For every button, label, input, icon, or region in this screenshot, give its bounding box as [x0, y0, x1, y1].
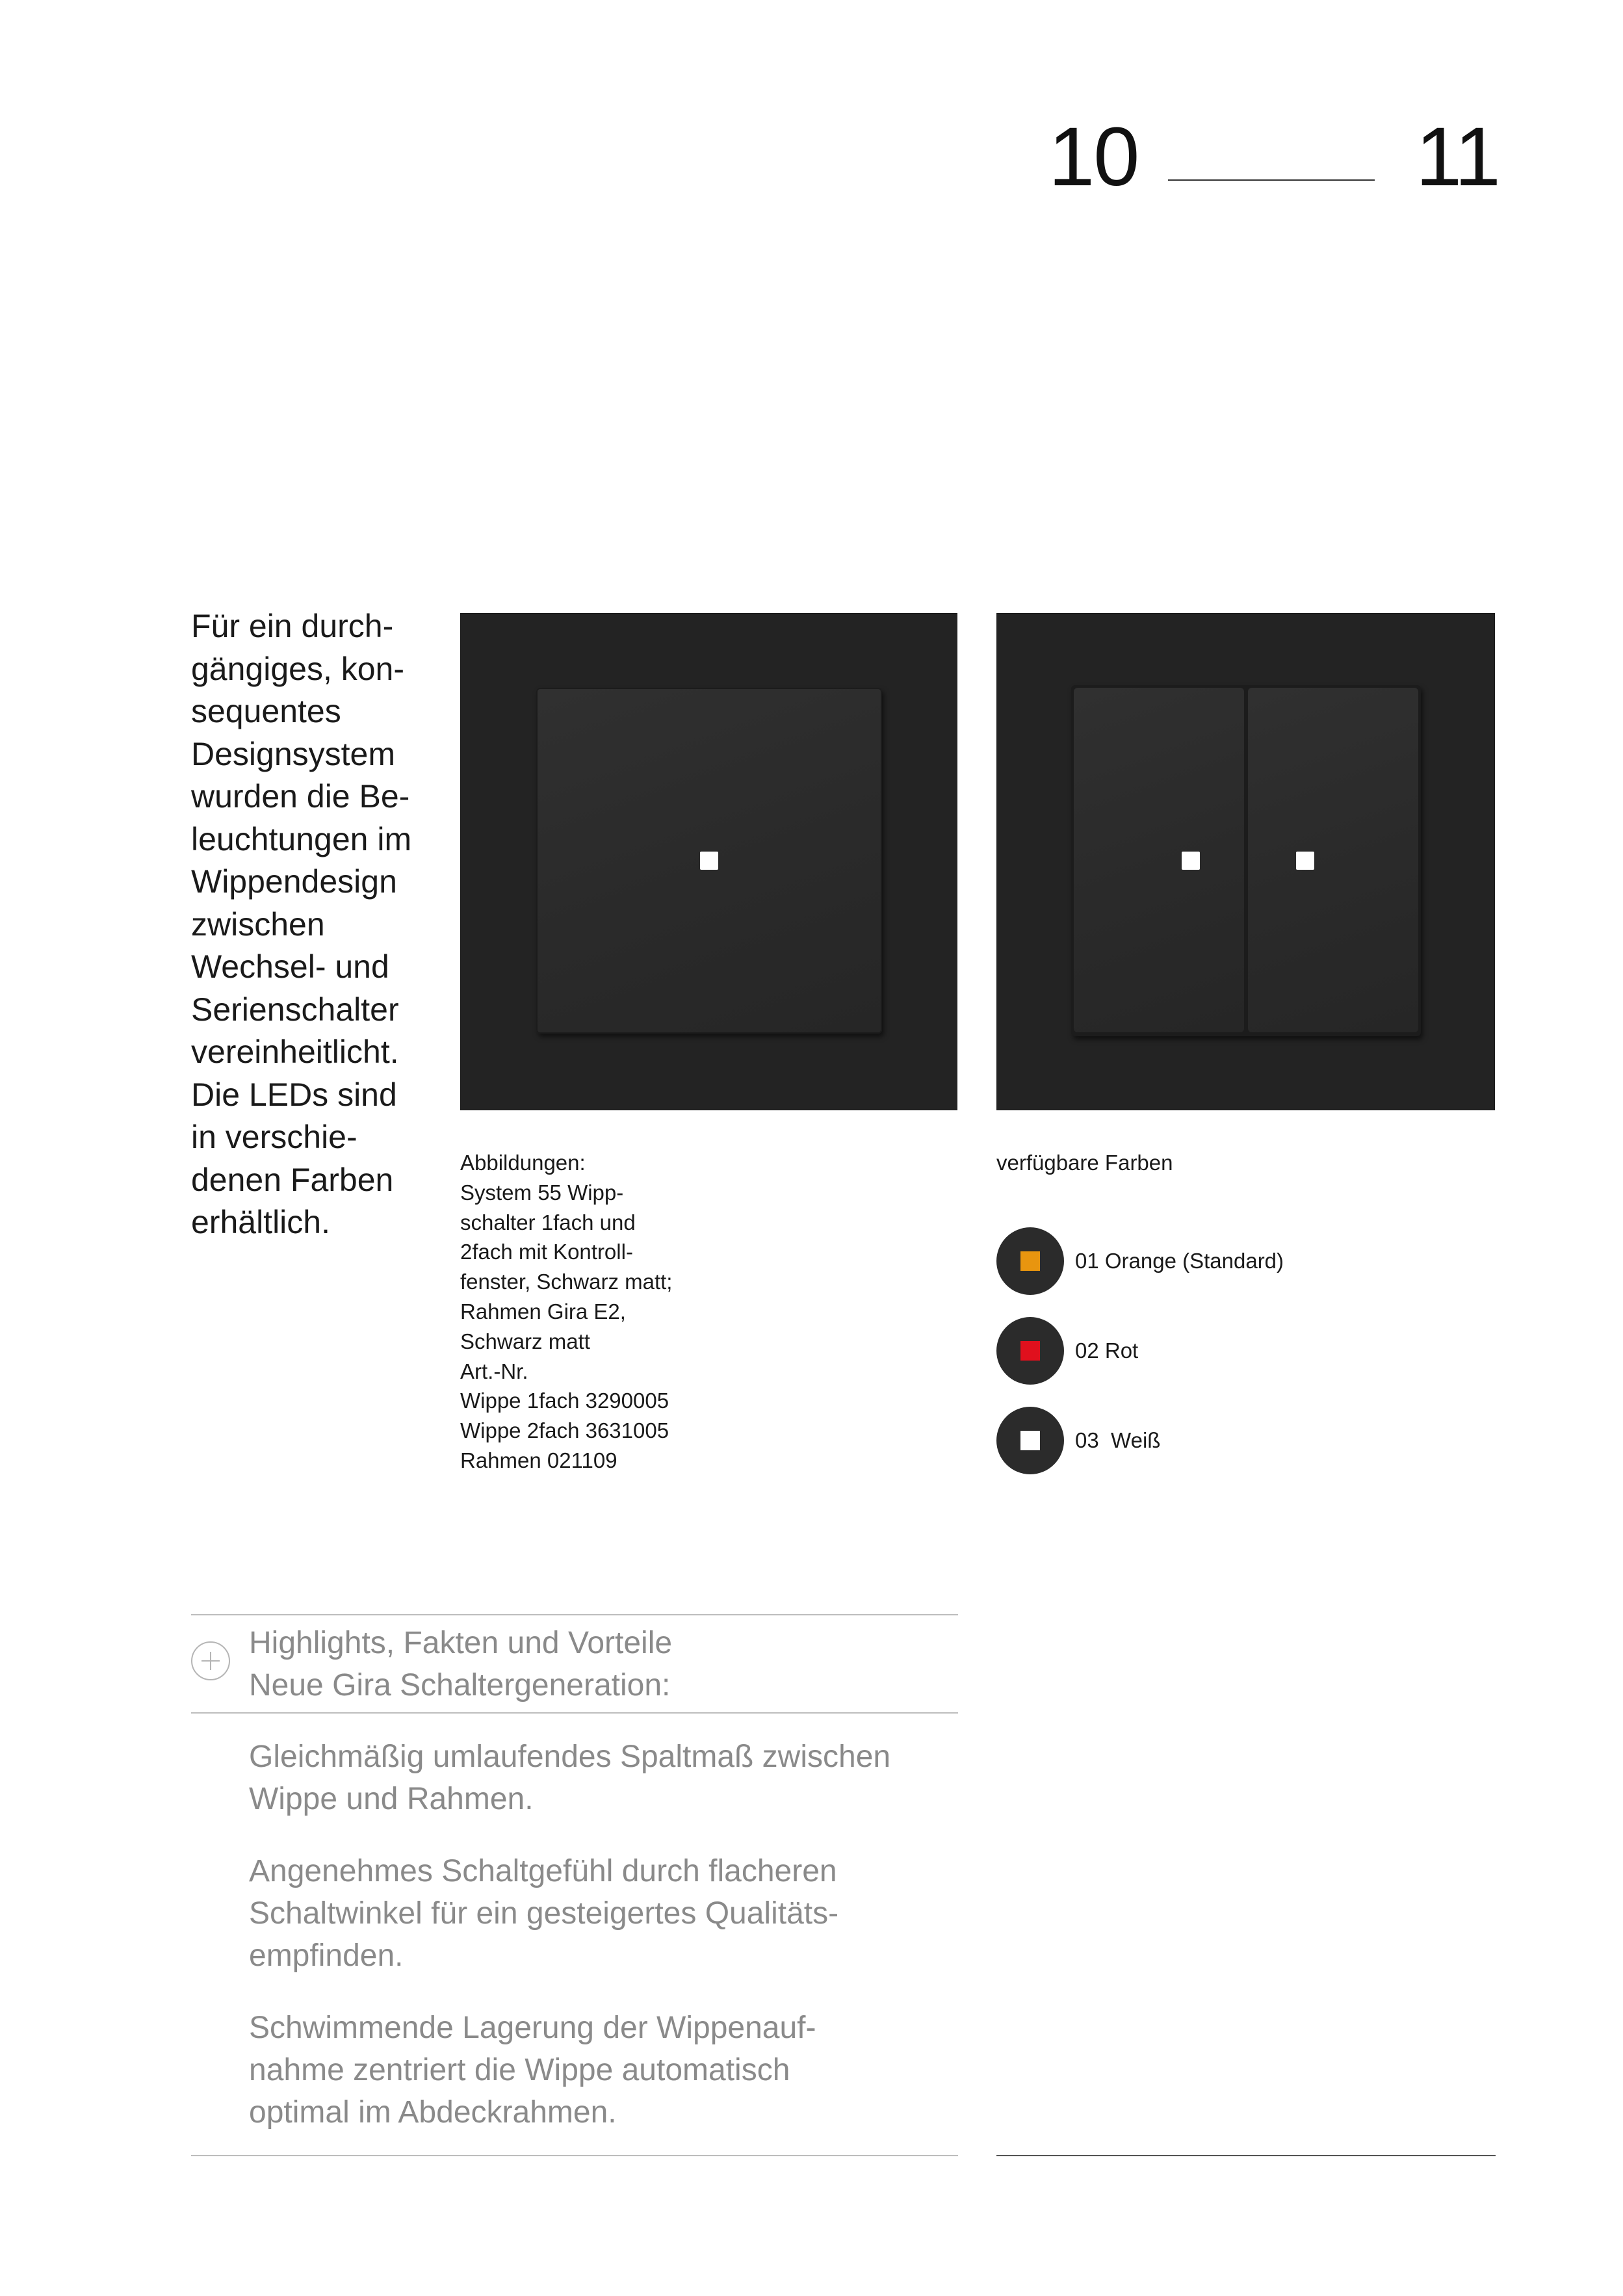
colors-heading: verfügbare Farben [996, 1151, 1173, 1175]
led-indicator [1296, 852, 1314, 870]
caption-line: Wippe 2fach 3631005 [460, 1418, 669, 1443]
caption-line: Rahmen Gira E2, [460, 1299, 626, 1324]
product-image-2fach [996, 613, 1495, 1110]
caption-line: System 55 Wipp- [460, 1180, 624, 1205]
swatch-circle [996, 1407, 1064, 1474]
intro-line: Wechsel- und [191, 948, 389, 985]
highlights-heading [249, 1622, 672, 1706]
highlight-line: Schwimmende Lagerung der Wippenauf- [249, 2011, 816, 2045]
rocker-right [1248, 688, 1418, 1032]
highlight-line: nahme zentriert die Wippe automatisch [249, 2053, 790, 2087]
intro-line: zwischen [191, 906, 325, 943]
highlight-line: optimal im Abdeckrahmen. [249, 2095, 617, 2130]
color-label: 01 Orange (Standard) [1075, 1249, 1284, 1273]
heading-line: Highlights, Fakten und Vorteile [249, 1626, 673, 1660]
highlight-item [249, 2007, 816, 2133]
caption-line: schalter 1fach und [460, 1210, 636, 1234]
color-label: 03 Weiß [1075, 1428, 1161, 1452]
page-number-divider [1168, 179, 1375, 181]
caption-line: Wippe 1fach 3290005 [460, 1389, 669, 1413]
intro-line: Serienschalter [191, 991, 399, 1028]
plus-circle-icon[interactable] [191, 1641, 230, 1680]
page-number-left: 10 [1048, 111, 1139, 203]
led-indicator [1182, 852, 1200, 870]
intro-line: in verschie- [191, 1119, 357, 1155]
red-led-swatch [1020, 1341, 1040, 1361]
rocker-single [536, 688, 882, 1034]
intro-line: Für ein durch- [191, 608, 394, 644]
color-option-white [996, 1407, 1386, 1474]
highlight-line: Gleichmäßig umlaufendes Spaltmaß zwischen [249, 1740, 891, 1774]
highlight-line: Schaltwinkel für ein gesteigertes Qualitäts- [249, 1896, 839, 1931]
highlight-item [249, 1736, 890, 1820]
highlight-line: Angenehmes Schaltgefühl durch flacheren [249, 1854, 837, 1888]
intro-line: leuchtungen im [191, 820, 412, 857]
caption-line: Abbildungen: [460, 1151, 586, 1175]
caption-line: 2fach mit Kontroll- [460, 1240, 633, 1264]
swatch-circle [996, 1227, 1064, 1295]
highlights-heading-rule [191, 1712, 958, 1714]
intro-paragraph [191, 605, 411, 1244]
intro-line: vereinheitlicht. [191, 1034, 399, 1070]
intro-line: wurden die Be- [191, 778, 410, 815]
intro-line: gängiges, kon- [191, 650, 405, 687]
intro-line: denen Farben [191, 1161, 394, 1198]
caption-line: Rahmen 021109 [460, 1448, 617, 1472]
orange-led-swatch [1020, 1251, 1040, 1271]
swatch-circle [996, 1317, 1064, 1385]
heading-line: Neue Gira Schaltergeneration: [249, 1668, 671, 1702]
intro-line: Wippendesign [191, 863, 397, 900]
highlights-top-rule [191, 1614, 958, 1615]
rocker-double-group [1071, 685, 1421, 1036]
intro-line: sequentes [191, 693, 341, 729]
intro-line: erhältlich. [191, 1204, 330, 1240]
product-image-1fach [460, 613, 957, 1110]
caption-line: fenster, Schwarz matt; [460, 1270, 673, 1294]
color-option-orange [996, 1227, 1386, 1295]
highlight-item [249, 1850, 838, 1977]
color-option-red [996, 1317, 1386, 1385]
image-caption [460, 1148, 672, 1476]
color-label: 02 Rot [1075, 1338, 1139, 1363]
led-indicator [700, 852, 718, 870]
intro-line: Die LEDs sind [191, 1076, 397, 1113]
caption-line: Art.-Nr. [460, 1359, 528, 1383]
highlights-bottom-rule [191, 2155, 958, 2156]
intro-line: Designsystem [191, 735, 395, 772]
caption-line: Schwarz matt [460, 1329, 590, 1353]
rocker-left [1074, 688, 1244, 1032]
white-led-swatch [1020, 1431, 1040, 1450]
highlight-line: Wippe und Rahmen. [249, 1782, 534, 1816]
highlight-line: empfinden. [249, 1938, 404, 1973]
page-number-right: 11 [1416, 111, 1500, 203]
right-column-bottom-rule [996, 2155, 1496, 2156]
